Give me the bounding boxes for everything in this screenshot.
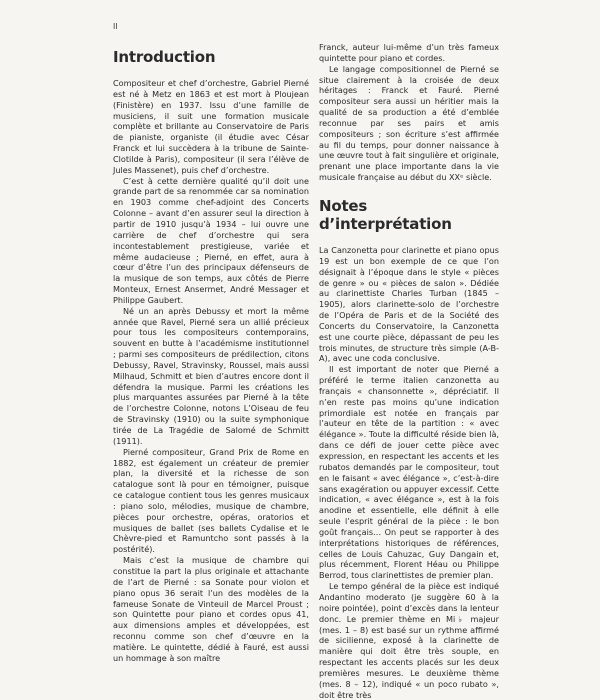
notes-paragraph-1: La Canzonetta pour clarinette et piano opus 19 est un bon exemple de ce que l’on désignait à l’époque dans le style « pièces de genre » ou « pièces de salon ». Dédiée au clarinettiste Charles Turban (1845 – 1905), alors clarinette-solo de l’orchestre de l’Opéra de Paris et de la Société des Concerts du Conservatoire, la Canzonetta est une courte pièce, dépassant de peu les trois minutes, de structure très simple (A-B-A), avec une coda conclusive. <box>319 244 499 364</box>
intro-paragraph-1: Compositeur et chef d’orchestre, Gabriel Pierné est né à Metz en 1863 et est mort à Ploujean (Finistère) en 1937. Issu d’une famille de musiciens, il suit une formation musicale complète et brillante au Conservatoire de Paris de pianiste, organiste (il étudie avec César Franck et lui succèdera à la tribune de Sainte-Clotilde à Paris), compositeur (il sera l’élève de Jules Massenet), puis chef d’orchestre. <box>113 78 309 175</box>
intro-continuation-1: Franck, auteur lui-même d’un très fameux quintette pour piano et cordes. <box>319 42 499 63</box>
notes-heading: Notes d’interprétation <box>319 196 452 233</box>
intro-paragraph-2: C’est à cette dernière qualité qu’il doit une grande part de sa renommée car sa nomination en 1903 comme chef-adjoint des Concerts Colonne – avant d’en assurer seul la direction à partir de 1910 jusqu’à 1934 – lui ouvre une carrière de chef d’orchestre qui sera incontestablement prestigieuse, variée et même audacieuse ; Pierné, en effet, aura à cœur d’être l’un des principaux défenseurs de la musique de son temps, aux côtés de Pierre Monteux, Ernest Ansermet, André Messager et Philippe Gaubert. <box>113 175 309 305</box>
left-column <box>113 48 309 664</box>
introduction-heading: Introduction <box>113 48 216 66</box>
intro-paragraph-4: Pierné compositeur, Grand Prix de Rome en 1882, est également un créateur de premier plan, la diversité et la richesse de son catalogue sont là pour en témoigner, puisque ce catalogue contient tous les genres musicaux : piano solo, mélodies, musique de chambre, pièces pour orchestre, opéras, oratorios et musiques de ballet (ses ballets Cydalise et le Chèvre-pied et Ramuntcho sont passés à la postérité). <box>113 446 309 555</box>
page-number: II <box>113 22 118 31</box>
intro-paragraph-3: Né un an après Debussy et mort la même année que Ravel, Pierné sera un allié précieux pour tous les compositeurs contemporains, souvent en butte à l’académisme institutionnel ; parmi ses compositeurs de prédilection, citons Debussy, Ravel, Stravinsky, Roussel, mais aussi Milhaud, Schmitt et bien d’autres encore dont il défendra la musique. Parmi les créations les plus marquantes assurées par Pierné à la tête de l’orchestre Colonne, notons L’Oiseau de feu de Stravinsky (1910) ou la suite symphonique tirée de La Tragédie de Salomé de Schmitt (1911). <box>113 305 309 446</box>
intro-continuation-2: Le langage compositionnel de Pierné se situe clairement à la croisée de deux héritages : Franck et Fauré. Pierné compositeur sera aussi un héritier mais la qualité de sa production a été d’emblée reconnue par ses pairs et amis compositeurs ; son écriture s’est affirmée au fil du temps, pour donner naissance à une œuvre tout à fait singulière et originale, prenant une place importante dans la vie musicale française au début du XXᵉ siècle. <box>319 63 499 183</box>
intro-paragraph-5: Mais c’est la musique de chambre qui constitue la part la plus originale et attachante de l’art de Pierné : sa Sonate pour violon et piano opus 36 serait l’un des modèles de la fameuse Sonate de Vinteuil de Marcel Proust ; son Quintette pour piano et cordes opus 41, aux dimensions amples et développées, est reconnu comme son chef d’œuvre en la matière. Le quintette, dédié à Fauré, est aussi un hommage à son maître <box>113 555 309 663</box>
notes-paragraph-3: Le tempo général de la pièce est indiqué Andantino moderato (je suggère 60 à la noire pointée), point d’excès dans la lenteur donc. Le premier thème en Mi♭ majeur (mes. 1 – 8) est basé sur un rythme affirmé de sicilienne, exposé à la clarinette de manière qui doit être très souple, en respectant les accents placés sur les deux premières mesures. Le deuxième thème (mes. 8 – 12), indiqué « un poco rubato », doit être très <box>319 581 499 700</box>
right-column <box>319 42 499 700</box>
notes-paragraph-2: Il est important de noter que Pierné a préféré le terme italien canzonetta au français « chansonnette », dépréciatif. Il n’en reste pas moins qu’une indication primordiale est notée en français par l’auteur en tête de la partition : « avec élégance ». Toute la difficulté réside bien là, dans ce défi de jouer cette pièce avec expression, en respectant les accents et les rubatos demandés par le compositeur, tout en le faisant « avec élégance », c’est-à-dire sans exagération ou appuyer excessif. Cette indication, « avec élégance », est à la fois anodine et essentielle, elle définit à elle seule l’esprit général de la pièce : le bon goût français… On peut se rapporter à des interprétations historiques de références, celles de Louis Cahuzac, Guy Dangain et, plus récemment, Florent Héau ou Philippe Berrod, tous clarinettistes de premier plan. <box>319 364 499 581</box>
